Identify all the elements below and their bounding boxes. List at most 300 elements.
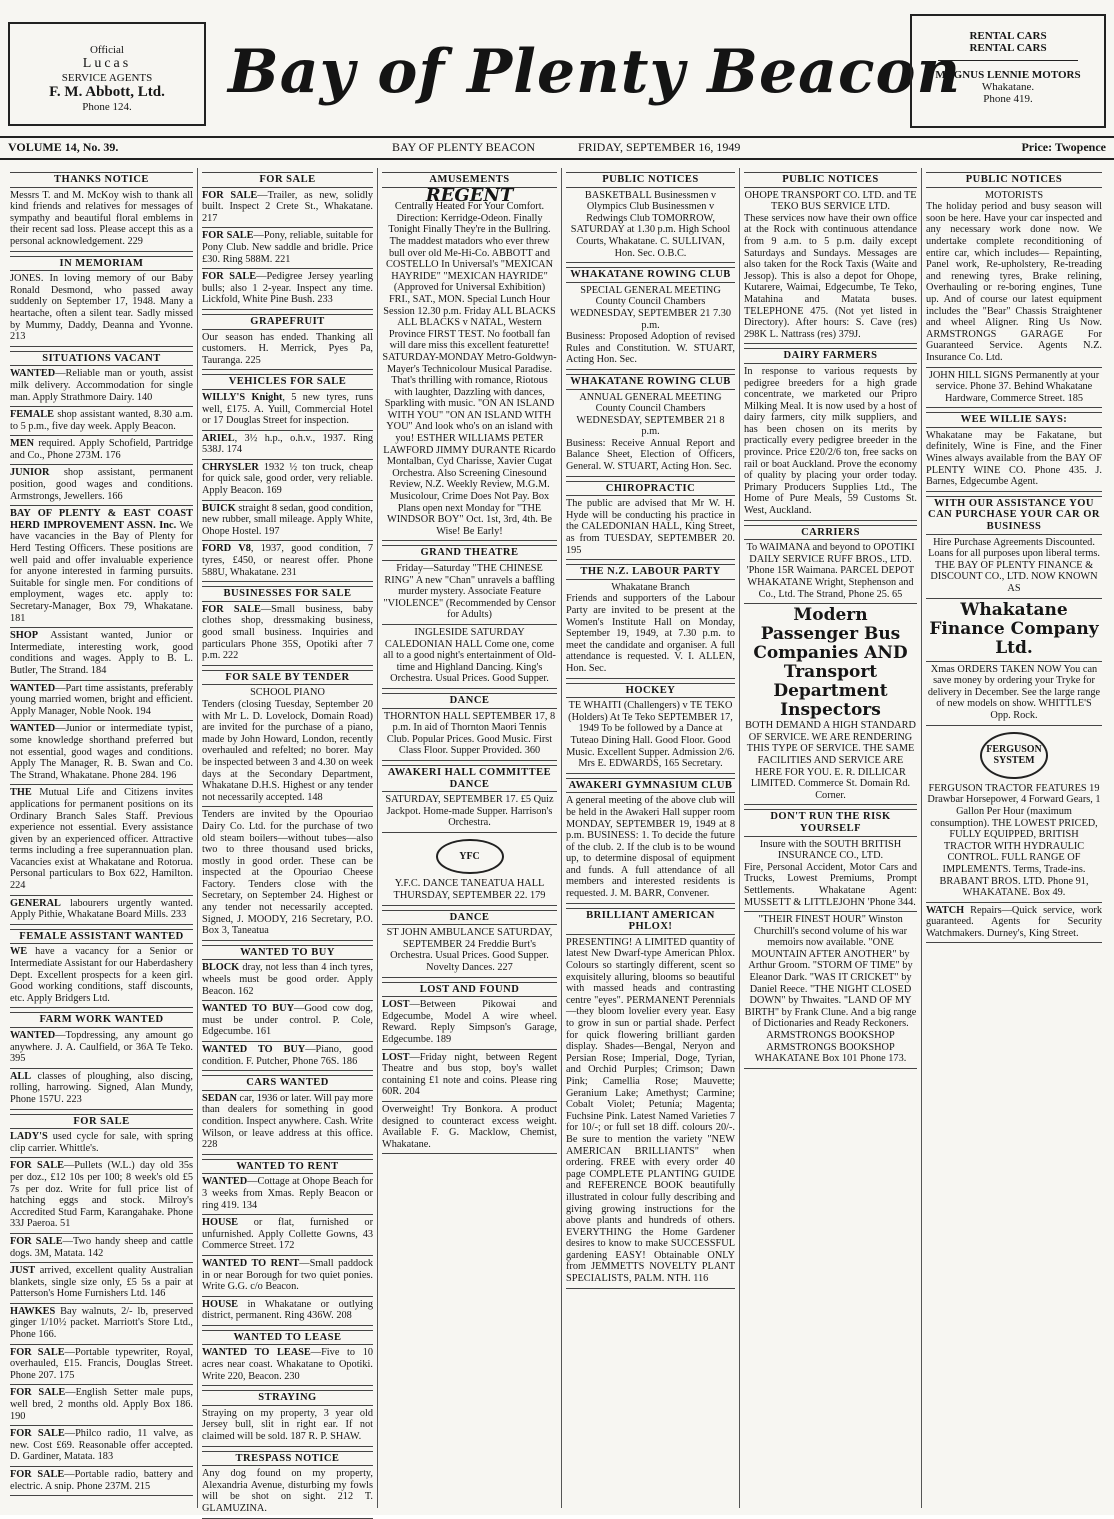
- advert-text: required. Apply Schofield, Partridge and Co., Phone 273M. 176: [10, 438, 193, 461]
- advert-block: [202, 541, 373, 582]
- advert-block: [202, 431, 373, 460]
- advert-heading: LOST AND FOUND: [382, 982, 557, 998]
- advert-heading: IN MEMORIAM: [10, 256, 193, 272]
- advert-centered-text: Insure with the SOUTH BRITISH INSURANCE CO., LTD.: [759, 838, 902, 862]
- advert-lead-word: FOR SALE: [10, 1346, 65, 1358]
- advert-heading: AMUSEMENTS: [382, 172, 557, 188]
- advert-text: in Whakatane or outlying district, permanent. Ring 436W. 208: [202, 1298, 373, 1322]
- advert-centered-text: ST JOHN AMBULANCE SATURDAY, SEPTEMBER 24 Freddie Burt's Orchestra. Usual Prices. Good Supper. Novelty Dances. 227: [386, 927, 553, 974]
- advert-block: [744, 344, 917, 520]
- advert-body: [10, 1347, 193, 1382]
- advert-block: [566, 168, 735, 263]
- advert-heading: WANTED TO BUY: [202, 945, 373, 961]
- advert-block: [202, 582, 373, 666]
- rental-line-3: MAGNUS LENNIE MOTORS: [935, 69, 1081, 81]
- advert-centered-text: To WAIMANA and beyond to OPOTIKI DAILY SERVICE RUFF BROS., LTD. 'Phone 15R Waimana. PARCEL DEPOT WHAKATANE Wright, Stephenson and Co., Ltd. The Strand, Phone 25. 65: [746, 542, 915, 600]
- advert-body: [926, 430, 1102, 488]
- advert-lead-word: WANTED: [10, 1030, 56, 1041]
- advert-lead-word: MEN: [10, 438, 35, 450]
- advert-text: Repairs—Quick service, work guaranteed. Agents for Security Watchmakers. Durney's, King Street.: [926, 904, 1102, 939]
- advert-text: —Piano, good condition. F. Putcher, Phone 76S. 186: [202, 1044, 373, 1067]
- advert-lead-word: FOR SALE: [202, 271, 257, 283]
- advert-body: [566, 498, 735, 556]
- volume-number: VOLUME 14, No. 39.: [8, 140, 119, 154]
- lucas-line-1: Official: [89, 44, 124, 56]
- advert-block: [10, 1069, 193, 1110]
- advert-block: [10, 1263, 193, 1304]
- advert-body: [382, 1052, 557, 1098]
- rental-line-5: Phone 419.: [983, 93, 1033, 105]
- advert-body: [10, 1265, 193, 1300]
- advert-lead-word: FOR SALE: [202, 230, 254, 242]
- advert-body: [202, 1468, 373, 1514]
- rental-cars-box: [910, 14, 1106, 128]
- advert-centered-text: OHOPE TRANSPORT CO. LTD. and TE TEKO BUS SERVICE LTD.: [744, 189, 917, 213]
- advert-centered-text: Y.F.C. DANCE TANEATUA HALL THURSDAY, SEPTEMBER 22. 179: [393, 878, 546, 902]
- advert-block: [382, 906, 557, 978]
- advert-centered-text: Xmas ORDERS TAKEN NOW You can save money by ordering your Tryke for delivery in December. See the large range of new models on show. WHITTLE'S Opp. Rock.: [927, 663, 1101, 721]
- advert-block: [10, 506, 193, 628]
- advert-block: [382, 625, 557, 689]
- advert-block: [202, 666, 373, 808]
- advert-block: [202, 1326, 373, 1386]
- rental-line-4: Whakatane.: [981, 81, 1035, 93]
- advert-lead-word: WANTED TO BUY: [202, 1044, 306, 1055]
- column-5: [740, 168, 922, 1508]
- advert-heading: WANTED TO RENT: [202, 1159, 373, 1175]
- advert-text: Bay walnuts, 2/- lb, preserved ginger 1/10½ packet. Marriott's Store Ltd., Phone 166.: [10, 1305, 193, 1341]
- advert-body: [382, 999, 557, 1045]
- advert-lead-word: JUST: [10, 1265, 36, 1277]
- advert-body: [202, 230, 373, 265]
- advert-body: [202, 1176, 373, 1211]
- advert-body: [566, 593, 735, 674]
- logo-badge: YFC: [436, 839, 504, 875]
- advert-lead-word: BUICK: [202, 502, 236, 514]
- advert-body: [202, 1093, 373, 1151]
- advert-lead-word: ALL: [10, 1070, 32, 1082]
- advert-lead-word: FOR SALE: [10, 1235, 63, 1247]
- advert-block: [202, 941, 373, 1001]
- advert-lead-word: WANTED TO LEASE: [202, 1347, 311, 1359]
- advert-heading: TRESPASS NOTICE: [202, 1451, 373, 1467]
- advert-body: [10, 1030, 193, 1065]
- advert-body: [566, 795, 735, 899]
- advert-block: [744, 521, 917, 605]
- advert-text: classes of ploughing, also discing, rolling, harrowing. Signed, Alan Mundy, Phone 157U. 223: [10, 1070, 193, 1105]
- advert-text: Business: Receive Annual Report and Balance Sheet, Election of Officers, General. W. STUART, Acting Hon. Sec.: [566, 437, 735, 473]
- advert-block: [382, 689, 557, 761]
- advert-lead-word: GENERAL: [10, 897, 61, 909]
- advert-block: [10, 681, 193, 722]
- advert-text: Fire, Personal Accident, Motor Cars and Trucks, Lowest Premiums, Prompt Settlements. Whakatane Agent: MUSSETT & LITTLEJOHN 'Phone 344.: [744, 861, 917, 908]
- advert-text: —Philco radio, 11 valve, as new. Cost £69. Reasonable offer accepted. D. Gardiner, Matata. 183: [10, 1428, 193, 1463]
- advert-body: [202, 1003, 373, 1038]
- advert-body: [202, 604, 373, 662]
- advert-body: [10, 787, 193, 891]
- advert-body: [202, 1044, 373, 1067]
- advert-block: [10, 721, 193, 785]
- advert-text: Mutual Life and Citizens invites applications for permanent positions on its Ordinary Branch Sales Staff. Previous experience not essential. Every assistance given by an experienced officer. Attractive terms including a free superannuation plan. Vacancies exist at Whakatane and Rotorua. Personal particulars to Box 622, Hamilton. 224: [10, 787, 193, 892]
- advert-heading: DAIRY FARMERS: [744, 348, 917, 364]
- advert-lead-word: FOR SALE: [202, 189, 258, 201]
- advert-heading: FOR SALE BY TENDER: [202, 670, 373, 686]
- advert-text: —Good cow dog, must be under control. P. Cole, Edgecumbe. 161: [202, 1003, 373, 1038]
- advert-lead-word: WILLY'S Knight: [202, 391, 283, 403]
- advert-lead-word: WANTED: [10, 723, 56, 735]
- advert-block: [926, 368, 1102, 409]
- advert-text: —Reliable man or youth, assist milk delivery. Accommodation for single man. Apply Strathmore Dairy. 140: [10, 368, 193, 403]
- advert-block: [202, 1001, 373, 1042]
- advert-body: [202, 809, 373, 937]
- advert-heading: FEMALE ASSISTANT WANTED: [10, 929, 193, 945]
- advert-block: [10, 407, 193, 436]
- advert-body: [744, 366, 917, 517]
- advert-text: These services now have their own office at the Rock with continuous attendance from 9 a.m. to 5 p.m. daily except Saturdays and Sundays. Messages are also taken for the Rock Taxis (Waite and Jessop). This is also a depot for Ohope, Kutarere, Waimai, Edgecumbe, Te Teko, Matahina and Matata buses. TELEPHONE 475. (Not yet listed in Directory). After hours: S. Cave (res) 298K L. Nattrass (res) 379J.: [744, 212, 917, 340]
- advert-lead-word: SEDAN: [202, 1092, 237, 1104]
- column-6: [922, 168, 1106, 1508]
- advert-text: —Portable typewriter, Royal, overhauled, £15. Francis, Douglas Street. Phone 207. 175: [10, 1346, 193, 1381]
- advert-block: [202, 269, 373, 310]
- advert-block: [10, 1345, 193, 1386]
- advert-text: straight 8 sedan, good condition, new rubber, small mileage. Apply White, Ohope Hostel. 197: [202, 502, 373, 537]
- advert-block: [10, 785, 193, 895]
- advert-block: [566, 477, 735, 561]
- advert-heading: AWAKERI HALL COMMITTEE DANCE: [382, 765, 557, 792]
- paper-name: BAY OF PLENTY BEACON: [392, 140, 536, 154]
- advert-centered-text: TE WHAITI (Challengers) v TE TEKO (Holders) At Te Teko SEPTEMBER 17, 1949 To be followed by a Dance at Tuteao Dining Hall. Good Floor. Good Music. Excellent Supper. Admission 2/6. Mrs E. EDWARDS, 165 Secretary.: [566, 700, 735, 770]
- advert-block: [926, 168, 1102, 368]
- advert-lead-word: HAWKES: [10, 1305, 56, 1317]
- advert-block: [10, 168, 193, 252]
- advert-text: arrived, excellent quality Australian blankets, single size only, £5 5s a pair at Patterson's Home Furnishers Ltd. 146: [10, 1265, 193, 1300]
- advert-body: [202, 1217, 373, 1252]
- advert-heading: CHIROPRACTIC: [566, 481, 735, 497]
- advert-body: [744, 862, 917, 908]
- advert-block: [566, 263, 735, 370]
- advert-text: —Five to 10 acres near coast. Whakatane to Opotiki. Write 220, Beacon. 230: [202, 1347, 373, 1382]
- advert-heading: HOCKEY: [566, 683, 735, 699]
- lucas-line-5: Phone 124.: [82, 101, 132, 113]
- advert-text: The public are advised that Mr W. H. Hyde will be conducting his practice in the CALEDONIAN HALL, King Street, as from TUESDAY, SEPTEMBER 20. 195: [566, 498, 735, 556]
- advert-block: [10, 1385, 193, 1426]
- masthead-title: Bay of Plenty Beacon: [228, 37, 962, 107]
- advert-text: Straying on my property, 3 year old Jersey bull, slit in right ear. If not claimed will be sold. 187 R. P. SHAW.: [202, 1407, 373, 1443]
- advert-text: labourers urgently wanted. Apply Pithie, Whakatane Board Mills. 233: [10, 897, 193, 921]
- advert-block: [10, 1426, 193, 1467]
- advert-text: used cycle for sale, with spring clip carrier. Whittle's.: [10, 1131, 193, 1154]
- advert-text: JONES. In loving memory of our Baby Ronald Desmond, who passed away suddenly on September 17, 1948. Many a heartache, often a silent tear. Sadly missed by Mummy, Daddy, Deanna and Yvonne. 213: [10, 273, 193, 343]
- advert-lead-word: FOR SALE: [10, 1160, 64, 1172]
- advert-text: —Pony, reliable, suitable for Pony Club. New saddle and bridle. Price £30. Ring 588M. 221: [202, 230, 373, 265]
- advert-body: [202, 392, 373, 427]
- advert-heading: CARRIERS: [744, 525, 917, 541]
- cinema-name: REGENT: [425, 184, 514, 206]
- advert-body: [10, 630, 193, 676]
- advert-block: [10, 1008, 193, 1068]
- advert-block: [202, 1155, 373, 1215]
- advert-body: [10, 1469, 193, 1492]
- advert-centered-text: JOHN HILL SIGNS Permanently at your service. Phone 37. Behind Whakatane Hardware, Commerce Street. 185: [928, 369, 1100, 404]
- advert-lead-word: FOR SALE: [10, 1428, 65, 1440]
- advert-heading: PUBLIC NOTICES: [744, 172, 917, 188]
- advert-body: [202, 1408, 373, 1443]
- advert-block: [202, 1042, 373, 1071]
- advert-lead-word: LADY'S: [10, 1131, 48, 1143]
- advert-heading: WITH OUR ASSISTANCE YOU CAN PURCHASE YOUR CAR OR BUSINESS: [926, 496, 1102, 535]
- advert-centered-text: Hire Purchase Agreements Discounted. Loans for all purposes upon liberal terms. THE BAY OF PLENTY FINANCE & DISCOUNT CO., LTD. NOW KNOWN AS: [928, 536, 1100, 594]
- advert-lead-word: ARIEL: [202, 432, 235, 444]
- advert-centered-text: ANNUAL GENERAL MEETING County Council Chambers WEDNESDAY, SEPTEMBER 21 8 p.m.: [576, 391, 725, 438]
- advert-heading: STRAYING: [202, 1390, 373, 1406]
- advert-body: [10, 898, 193, 921]
- advert-block: [202, 1447, 373, 1519]
- advert-text: —Two handy sheep and cattle dogs. 3M, Matata. 142: [10, 1235, 193, 1259]
- advert-heading: PUBLIC NOTICES: [926, 172, 1102, 188]
- advert-block: [382, 168, 557, 541]
- advert-text: shop assistant wanted, 8.30 a.m. to 5 p.m., five day week. Apply Beacon.: [10, 409, 193, 432]
- advert-text: Whakatane may be Fakatane, but definitely, Wine is Fine, and the Finer Wines always available from the BAY OF PLENTY WINE CO. Phone 435. J. Barnes, Edgecumbe Agent.: [926, 429, 1102, 488]
- advert-centered-text: "THEIR FINEST HOUR" Winston Churchill's second volume of his war memoirs now available. "ONE MOUNTAIN AFTER ANOTHER" by Arthur Groom. "STORM OF TIME" by Eleanor Dark. "WAS IT CRICKET" by Daniel Reece. "THE NIGHT CLOSED DOWN" by Thwaites. "LAND OF MY BIRTH" by Frank Clune. And a big range of Dictionaries and Ready Reckoners. ARMSTRONGS BOOKSHOP ARMSTRONGS BOOKSHOP WHAKATANE Box 101 Phone 173.: [744, 914, 917, 1065]
- advert-block: [202, 1215, 373, 1256]
- advert-text: —Trailer, as new, solidly built. Inspect 2 Crete St., Whakatane. 217: [202, 189, 373, 224]
- advert-text: A general meeting of the above club will be held in the Awakeri Hall supper room MONDAY, SEPTEMBER 19, 1949 at 8 p.m. BUSINESS: 1. To decide the future of the club. 2. If the club is to be wound up, to determine disposal of equipment and funds. A full attendance of all members and interested residents is requested. J. M. BARR, Convener.: [566, 795, 735, 900]
- advert-text: —Junior or intermediate typist, some knowledge shorthand preferred but not essential, good wages and conditions. Apply The Manager, R. B. Swan and Co. The Strand, Whakatane. Phone 284. 196: [10, 723, 193, 781]
- advert-lead-word: WATCH: [926, 904, 965, 916]
- advert-lead-word: WANTED TO BUY: [202, 1003, 295, 1015]
- advert-body: [10, 1071, 193, 1106]
- advert-block: [926, 903, 1102, 944]
- advert-text: have a vacancy for a Senior or Intermediate Assistant for our Haberdashery Dept. Excellent prospects for a keen girl. Good working conditions, staff discounts, etc. Apply Bridgers Ltd.: [10, 946, 193, 1004]
- advert-lead-word: FOR SALE: [202, 603, 261, 615]
- advert-block: [10, 628, 193, 680]
- advert-block: [926, 599, 1102, 662]
- advert-lead-word: LOST: [382, 1051, 410, 1063]
- advert-centered-text: THORNTON HALL SEPTEMBER 17, 8 p.m. In aid of Thornton Maori Tennis Club. Popular Prices. Good Music. First Class Floor. Supper Provided. 360: [383, 710, 556, 757]
- advert-text: shop assistant, permanent position, good wages and conditions. Armstrongs, Jewellers. 166: [10, 467, 193, 502]
- advert-text: —Portable radio, battery and electric. A snip. Phone 237M. 215: [10, 1469, 193, 1492]
- advert-body: [10, 1236, 193, 1259]
- advert-lead-word: FORD V8: [202, 543, 251, 555]
- advert-body: [202, 543, 373, 578]
- advert-body: [202, 271, 373, 306]
- advert-text: —Friday night, between Regent Theatre and bus stop, boy's wallet containing £1 note and coins. Please ring 60R. 204: [382, 1051, 557, 1098]
- advert-block: [382, 1102, 557, 1154]
- advert-body: [566, 438, 735, 473]
- advert-lead-word: WE: [10, 946, 28, 958]
- advert-body: [202, 462, 373, 497]
- advert-lead-word: WANTED: [202, 1176, 248, 1188]
- advert-block: [10, 1110, 193, 1159]
- advert-block: [10, 1467, 193, 1496]
- advert-block: [382, 1050, 557, 1102]
- advert-block: [202, 228, 373, 269]
- logo-badge: FERGUSON SYSTEM: [980, 732, 1048, 779]
- advert-body: [566, 331, 735, 366]
- advert-block: [382, 541, 557, 625]
- advert-heading: FARM WORK WANTED: [10, 1012, 193, 1028]
- advert-block: [382, 978, 557, 1050]
- advert-lead-word: THE: [10, 787, 32, 799]
- advert-block: [202, 807, 373, 941]
- advert-heading: GRAPEFRUIT: [202, 314, 373, 330]
- advert-text: , 1937, good condition, 7 tyres, £450, or nearest offer. Phone 588U, Whakatane. 231: [202, 543, 373, 578]
- advert-body: [202, 962, 373, 997]
- advert-text: —Part time assistants, preferably young married women, bright and efficient. Apply Manager, Noble Nook. 194: [10, 682, 193, 717]
- advert-body: [10, 683, 193, 718]
- column-4: [562, 168, 740, 1508]
- advert-body: [202, 1258, 373, 1293]
- advert-block: [566, 904, 735, 1289]
- advert-body: [202, 433, 373, 456]
- advert-block: [926, 492, 1102, 599]
- advert-body: [10, 467, 193, 502]
- advert-body: [10, 1306, 193, 1341]
- advert-block: [566, 774, 735, 904]
- advert-lead-word: HOUSE: [202, 1217, 239, 1229]
- advert-text: , 5 new tyres, runs well, £175. A. Yuill, Commercial Hotel or 17 Douglas Street for inspection.: [202, 391, 373, 427]
- advert-heading: WHAKATANE ROWING CLUB: [566, 374, 735, 390]
- advert-body: [10, 1160, 193, 1230]
- advert-lead-word: FOR SALE: [10, 1469, 65, 1480]
- advert-block: [10, 1234, 193, 1263]
- advert-text: dray, not less than 4 inch tyres, wheels must be good order. Apply Beacon. 162: [202, 962, 373, 997]
- advert-block: [744, 168, 917, 344]
- advert-text: We have vacancies in the Bay of Plenty for Herd Testing Officers. These positions are well paid and offer invaluable experience for anyone interested in farming pursuits. Suitable for single men. For conditions of employment, wages etc. apply to: Secretary-Manager, Box 79, Whakatane. 181: [10, 519, 193, 624]
- advert-text: , 3½ h.p., o.h.v., 1937. Ring 538J. 174: [202, 432, 373, 456]
- advert-block: [382, 833, 557, 906]
- advert-heading: BUSINESSES FOR SALE: [202, 586, 373, 602]
- advert-heading: FOR SALE: [202, 172, 373, 188]
- advert-lead-word: FOR SALE: [10, 1387, 66, 1399]
- advert-block: [202, 1071, 373, 1155]
- advert-block: [10, 436, 193, 465]
- advert-body: [202, 503, 373, 538]
- advert-body: [202, 699, 373, 803]
- advert-block: [202, 501, 373, 542]
- advert-heading: VEHICLES FOR SALE: [202, 374, 373, 390]
- advert-text: PRESENTING! A LIMITED quantity of latest New Dwarf-type American Phlox. Colours so startingly different, scent so exquisitely alluring, blooms so beautiful with massed heads and contrasting centre "eyes". PERMANENT Perennials—they bloom lovelier every year. Easy to grow in sun or partial shade. Perfect for quick flowering brilliant garden display. Shades—Bengal, Neryon and Persian Rose; Imperial, Doge, Tyrian, and Orchid Purples; Crimson; Dawn Pink; Camellia Rose; Mauvette; Geranium Lake; Amethyst; Carmine; Cobalt Violet; Petunia; Magenta; Fuchsine Pink. Latest Named Varieties 7 for 10/-; or full set 18 diff. colours 20/-. Be sure to mention the variety "NEW AMERICAN BRILLIANTS" when ordering. FREE with every order 40 page COMPLETE PLANTING GUIDE and REFERENCE BOOK beautifully illustrated in colour fully describing and giving growing instructions for the above plants and hundreds of others. EVERYTHING the Home Gardener desires to know to make SUCCESSFUL gardening EASY! Obtainable ONLY from JEMMETTS NOVELTY PLANT SPECIALISTS, PALM. NTH. 116: [566, 936, 735, 1285]
- advert-lead-word: CHRYSLER: [202, 461, 259, 473]
- advert-centered-text: SPECIAL GENERAL MEETING County Council Chambers WEDNESDAY, SEPTEMBER 21 7.30 p.m.: [569, 284, 732, 331]
- column-2: [198, 168, 378, 1514]
- advert-text: Business: Proposed Adoption of revised Rules and Constitution. W. STUART, Acting Hon. Sec.: [566, 331, 735, 366]
- advert-centered-text: SCHOOL PIANO: [250, 687, 325, 699]
- advert-centered-text: Friday—Saturday "THE CHINESE RING" A new "Chan" unravels a baffling murder mystery. Associate Feature "VIOLENCE" (Recommended by Censor for Adults): [383, 563, 556, 621]
- advert-block: [202, 1297, 373, 1326]
- advert-text: The holiday period and busy season will soon be here. Have your car inspected and any necessary work done now. We undertake complete reconditioning of entire car, which includes— Repainting, Panel work, Re-upholstery, Re-treading and renewing tyres, Brake relining, Overhauling or re-boring engines, Tune up. And of course our latest equipment includes the "Bear" Chassis Straightener and wheel Aligner. Ring Us Now. ARMSTRONGS GARAGE For Guaranteed Service. Agents N.Z. Insurance Co. Ltd.: [926, 201, 1102, 363]
- rental-line-2: RENTAL CARS: [938, 42, 1078, 61]
- advert-lead-word: WANTED: [10, 682, 56, 694]
- advert-block: [202, 1386, 373, 1446]
- advert-text: —Small business, baby clothes shop, dressmaking business, good small business. Inquiries and particulars Phone 35S, Opotiki after 7 p.m. 222: [202, 603, 373, 662]
- rental-line-1: RENTAL CARS: [969, 30, 1047, 42]
- dateline: [0, 136, 1114, 160]
- advert-block: [566, 370, 735, 477]
- advert-lead-word: BLOCK: [202, 962, 240, 974]
- advert-text: —Small paddock in or near Borough for two quiet ponies. Write G.G. c/o Beacon.: [202, 1257, 373, 1293]
- advert-body: [202, 190, 373, 225]
- lucas-line-4: F. M. Abbott, Ltd.: [49, 84, 165, 100]
- advert-body: [10, 273, 193, 343]
- advert-body: [10, 190, 193, 248]
- advert-block: [202, 460, 373, 501]
- advert-body: [10, 368, 193, 403]
- advert-heading: SITUATIONS VACANT: [10, 351, 193, 367]
- advert-block: [382, 761, 557, 833]
- advert-text: 1932 ½ ton truck, cheap for quick sale, good order, very reliable. Apply Beacon. 169: [202, 461, 373, 497]
- advert-text: Any dog found on my property, Alexandria Avenue, disturbing my fowls will be shot on sight. 212 T. GLAMUZINA.: [202, 1468, 373, 1514]
- advert-block: [10, 465, 193, 506]
- advert-text: Tenders (closing Tuesday, September 20 with Mr L. D. Lovelock, Domain Road) are invited for the purchase of a piano, made by John Howard, London, recently overhauled and refelted; no borer. May be inspected between 3 and 4.30 on week days at the Secondary Department, Whakatane D.H.S. Highest or any tender not necessarily accepted. 148: [202, 698, 373, 803]
- advert-heading: DANCE: [382, 910, 557, 926]
- advert-heading: DON'T RUN THE RISK YOURSELF: [744, 809, 917, 836]
- advert-centered-text: INGLESIDE SATURDAY CALEDONIAN HALL Come one, come all to a good night's entertainment of Old-time and Highland Dancing. King's Orchestra. Usual Prices. Good Supper.: [383, 626, 556, 685]
- advert-block: [10, 896, 193, 925]
- advert-text: Messrs T. and M. McKoy wish to thank all kind friends and relatives for messages of sympathy and beautiful floral emblems in their recent sad loss. Please accept this as a personal acknowledgement. 229: [10, 189, 193, 247]
- price: Price: Twopence: [1021, 140, 1106, 154]
- advert-block: [202, 370, 373, 430]
- advert-block: [566, 560, 735, 678]
- advert-block: [10, 1304, 193, 1345]
- advert-heading: WANTED TO LEASE: [202, 1330, 373, 1346]
- lucas-line-2: Lucas: [82, 56, 132, 71]
- advert-block: [10, 347, 193, 407]
- advert-body: [744, 213, 917, 341]
- advert-heading: WEE WILLIE SAYS:: [926, 412, 1102, 428]
- advert-body: [202, 1299, 373, 1322]
- advert-heading: AWAKERI GYMNASIUM CLUB: [566, 778, 735, 794]
- advert-centered-text: BASKETBALL Businessmen v Olympics Club Businessmen v Redwings Club TOMORROW, SATURDAY at 1.30 p.m. High School Courts, Whakatane. C. SULLIVAN, Hon. Sec. O.B.C.: [570, 189, 731, 259]
- advert-text: Friends and supporters of the Labour Party are invited to be present at the Women's Institute Hall on Monday, September 19, 1949, at 7.30 p.m. to meet the candidate and organiser. A full attendance is requested. V. I. ALLEN, Hon. Sec.: [566, 593, 735, 674]
- advert-block: [10, 925, 193, 1009]
- advert-text: —Topdressing, any amount go anywhere. J. A. Caulfield, or 36A Te Teko. 395: [10, 1030, 193, 1065]
- advert-heading: FOR SALE: [10, 1114, 193, 1130]
- advert-text: —English Setter male pups, well bred, 2 months old. Apply Box 186. 190: [10, 1387, 193, 1422]
- advert-block: [202, 168, 373, 228]
- advert-centered-text: SATURDAY, SEPTEMBER 17. £5 Quiz Jackpot. Home-made Supper. Harrison's Orchestra.: [385, 794, 554, 829]
- display-headline: Whakatane Finance Company Ltd.: [929, 599, 1099, 658]
- advert-text: —Cottage at Ohope Beach for 3 weeks from Xmas. Reply Beacon or ring 419. 134: [202, 1176, 373, 1211]
- advert-text: or flat, furnished or unfurnished. Apply Collette Gowns, 43 Commerce Street. 172: [202, 1217, 373, 1252]
- advert-lead-word: JUNIOR: [10, 467, 50, 479]
- advert-heading: THE N.Z. LABOUR PARTY: [566, 564, 735, 580]
- advert-lead-word: LOST: [382, 999, 410, 1011]
- advert-text: Overweight! Try Bonkora. A product designed to counteract excess weight. Available F. G. Macklow, Chemist, Whakatane.: [382, 1103, 557, 1150]
- advert-block: [926, 662, 1102, 726]
- advert-body: [10, 438, 193, 461]
- advert-heading: WHAKATANE ROWING CLUB: [566, 267, 735, 283]
- advert-centered-text: MOTORISTS: [984, 189, 1044, 201]
- advert-block: [202, 310, 373, 370]
- advert-body: [202, 1347, 373, 1382]
- advert-heading: DANCE: [382, 693, 557, 709]
- advert-text: —Pedigree Jersey yearling bulls; also 1 2-year. Inspect any time. Lickfold, White Pine Bush. 233: [202, 271, 373, 306]
- advert-lead-word: BAY OF PLENTY & EAST COAST HERD IMPROVEMENT ASSN. Inc.: [10, 508, 193, 531]
- advert-body: [10, 508, 193, 624]
- advert-centered-text: Whakatane Branch: [611, 581, 690, 593]
- advert-heading: GRAND THEATRE: [382, 545, 557, 561]
- advert-block: [202, 1256, 373, 1297]
- column-3: [378, 168, 562, 1508]
- advert-text: Assistant wanted, Junior or Intermediate, interesting work, good conditions and wages. Apply to B. L. Butler, The Strand. 184: [10, 630, 193, 676]
- column-1: [6, 168, 198, 1508]
- lucas-line-3: SERVICE AGENTS: [61, 72, 153, 84]
- advert-text: —Between Pikowai and Edgecumbe, Model A wire wheel. Reward. Reply Simpson's Garage, Edgecumbe. 189: [382, 999, 557, 1045]
- advert-lead-word: WANTED TO RENT: [202, 1257, 300, 1269]
- lucas-agents-box: [8, 22, 206, 126]
- advert-body: [10, 723, 193, 781]
